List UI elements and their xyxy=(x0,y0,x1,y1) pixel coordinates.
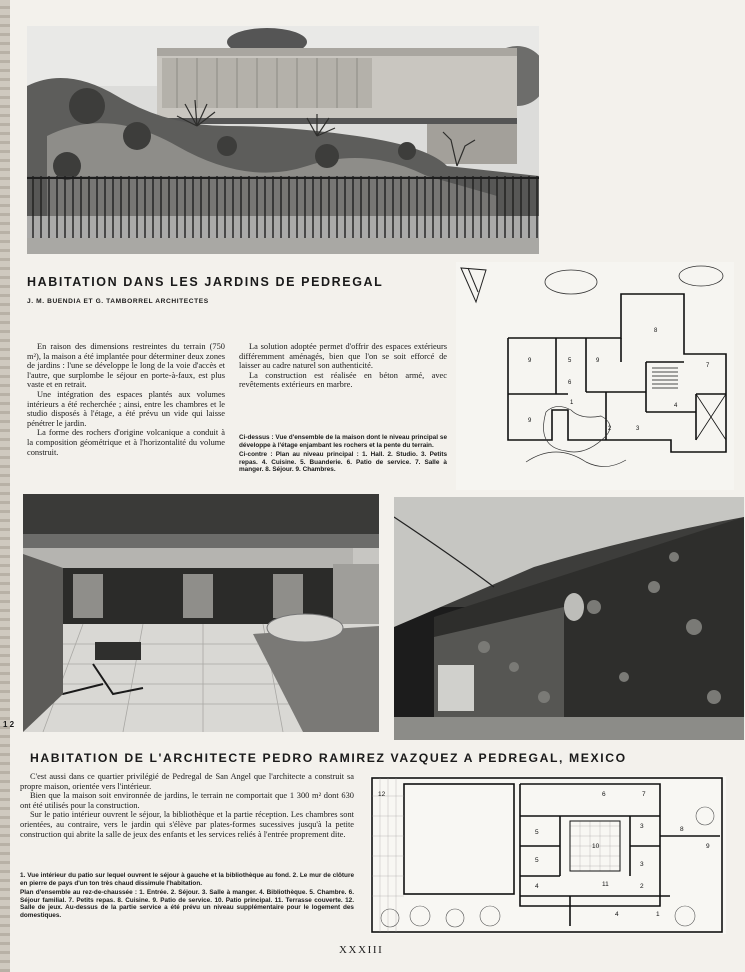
plan-label: 9 xyxy=(528,418,532,424)
plan-label: 5 xyxy=(535,829,539,836)
plan-label: 3 xyxy=(640,823,644,830)
article2-floor-plan xyxy=(370,776,726,934)
plan-label: 8 xyxy=(680,826,684,833)
article1-col1-paragraph: En raison des dimensions restreintes du terrain (750 m²), la maison a été implantée pour déterminer deux zones de jardins : l'une se développe le long de la voie d'accès et l'autre, que surplombe le séjour en porte-à-faux, est plus vaste et en retrait. xyxy=(27,342,225,390)
article1-captions xyxy=(239,434,447,476)
plan-label: 8 xyxy=(654,328,658,334)
article1-col1-paragraph: La forme des rochers d'origine volcanique a conduit à la composition géométrique et à l'horizontalité du volume construit. xyxy=(27,428,225,457)
plan-label: 5 xyxy=(568,358,572,364)
plan-label: 5 xyxy=(535,857,539,864)
page-binding-edge xyxy=(0,0,10,972)
plan-label: 7 xyxy=(642,791,646,798)
plan-label: 3 xyxy=(640,861,644,868)
article2-captions xyxy=(20,872,354,922)
plan-label: 9 xyxy=(706,843,710,850)
photo-interior-patio xyxy=(23,494,379,732)
article1-col2-paragraph: La construction est réalisée en béton armé, avec revêtements extérieurs en marbre. xyxy=(239,370,447,390)
plan-label: 6 xyxy=(602,791,606,798)
article1-architects: J. M. BUENDIA ET G. TAMBORREL ARCHITECTES xyxy=(27,298,209,305)
plan-label: 4 xyxy=(535,883,539,890)
plan-label: 9 xyxy=(596,358,600,364)
plan-label: 4 xyxy=(615,911,619,918)
article2-paragraph: Sur le patio intérieur ouvrent le séjour, la bibliothèque et la partie réception. Les chambres sont orientées, au contraire, vers le jardin qui s'élève par plates-formes sucessives jusqu'à la petite construction qui abrite la salle de jeux des enfants et les services reliés à l'entrée proprement dite. xyxy=(20,810,354,839)
article2-paragraph: Bien que la maison soit environnée de jardins, le terrain ne comportait que 1 300 m² dont 630 ont été utilisés pour la construction. xyxy=(20,791,354,810)
plan-label: 1 xyxy=(656,911,660,918)
plan-label: 1 xyxy=(570,400,574,406)
plan-label: 6 xyxy=(568,380,572,386)
plan-label: 7 xyxy=(706,363,710,369)
photo-pedregal-house-exterior xyxy=(27,26,539,254)
photo-stone-enclosure-wall xyxy=(394,497,744,740)
plan-label: 10 xyxy=(592,843,600,850)
article2-caption-plan: Plan d'ensemble au rez-de-chaussée : 1. Entrée. 2. Séjour. 3. Salle à manger. 4. Bibliothèque. 5. Chambre. 6. Séjour familial. 7. Petits repas. 8. Cuisine. 9. Patio de service. 10. Patio principal. 11. Terrasse couverte. 12. Salle de jeux. Au-dessus de la partie service a été prévu un niveau supplémentaire pour le logement des domestiques. xyxy=(20,889,354,919)
plan-label: 3 xyxy=(636,426,640,432)
article2-body xyxy=(20,772,354,839)
article1-column-2 xyxy=(239,342,447,390)
plan-label: 9 xyxy=(528,358,532,364)
article1-col2-paragraph: La solution adoptée permet d'offrir des espaces extérieurs différemment aménagés, bien que l'on se soit efforcé de laisser au cadre naturel son authenticité. xyxy=(239,342,447,371)
plan-label: 4 xyxy=(674,403,678,409)
article2-caption-photos: 1. Vue intérieur du patio sur lequel ouvrent le séjour à gauche et la bibliothèque au fond. 2. Le mur de clôture en pierre de pays d'un ton très chaud dissimule l'habitation. xyxy=(20,872,354,887)
plan-label: 12 xyxy=(378,791,386,798)
article2-title: HABITATION DE L'ARCHITECTE PEDRO RAMIREZ VAZQUEZ A PEDREGAL, MEXICO xyxy=(30,751,627,765)
article1-title: HABITATION DANS LES JARDINS DE PEDREGAL xyxy=(27,275,384,289)
plan-label: 11 xyxy=(602,881,609,888)
article1-caption-plan: Ci-contre : Plan au niveau principal : 1. Hall. 2. Studio. 3. Petits repas. 4. Cuisine. 5. Buanderie. 6. Patio de service. 7. Salle à manger. 8. Séjour. 9. Chambres. xyxy=(239,451,447,474)
plan-label: 2 xyxy=(640,883,644,890)
plan-label: 2 xyxy=(608,426,612,432)
article1-column-1 xyxy=(27,342,225,457)
article1-caption-overview: Ci-dessus : Vue d'ensemble de la maison dont le niveau principal se développe à l'étage enjambant les rochers et la pente du terrain. xyxy=(239,434,447,449)
article1-col1-paragraph: Une intégration des espaces plantés aux volumes intérieurs a été recherchée ; ainsi, entre les chambres et le studio disposés à l'étage, a été prévu un vide qui laisse pénétrer le jardin. xyxy=(27,389,225,428)
article1-floor-plan xyxy=(456,262,734,490)
article2-paragraph: C'est aussi dans ce quartier privilégié de Pedregal de San Angel que l'architecte a construit sa propre maison, orientée vers l'intérieur. xyxy=(20,772,354,791)
photo-number-marker: 1 2 xyxy=(3,720,15,729)
page-number: XXXIII xyxy=(339,944,384,956)
